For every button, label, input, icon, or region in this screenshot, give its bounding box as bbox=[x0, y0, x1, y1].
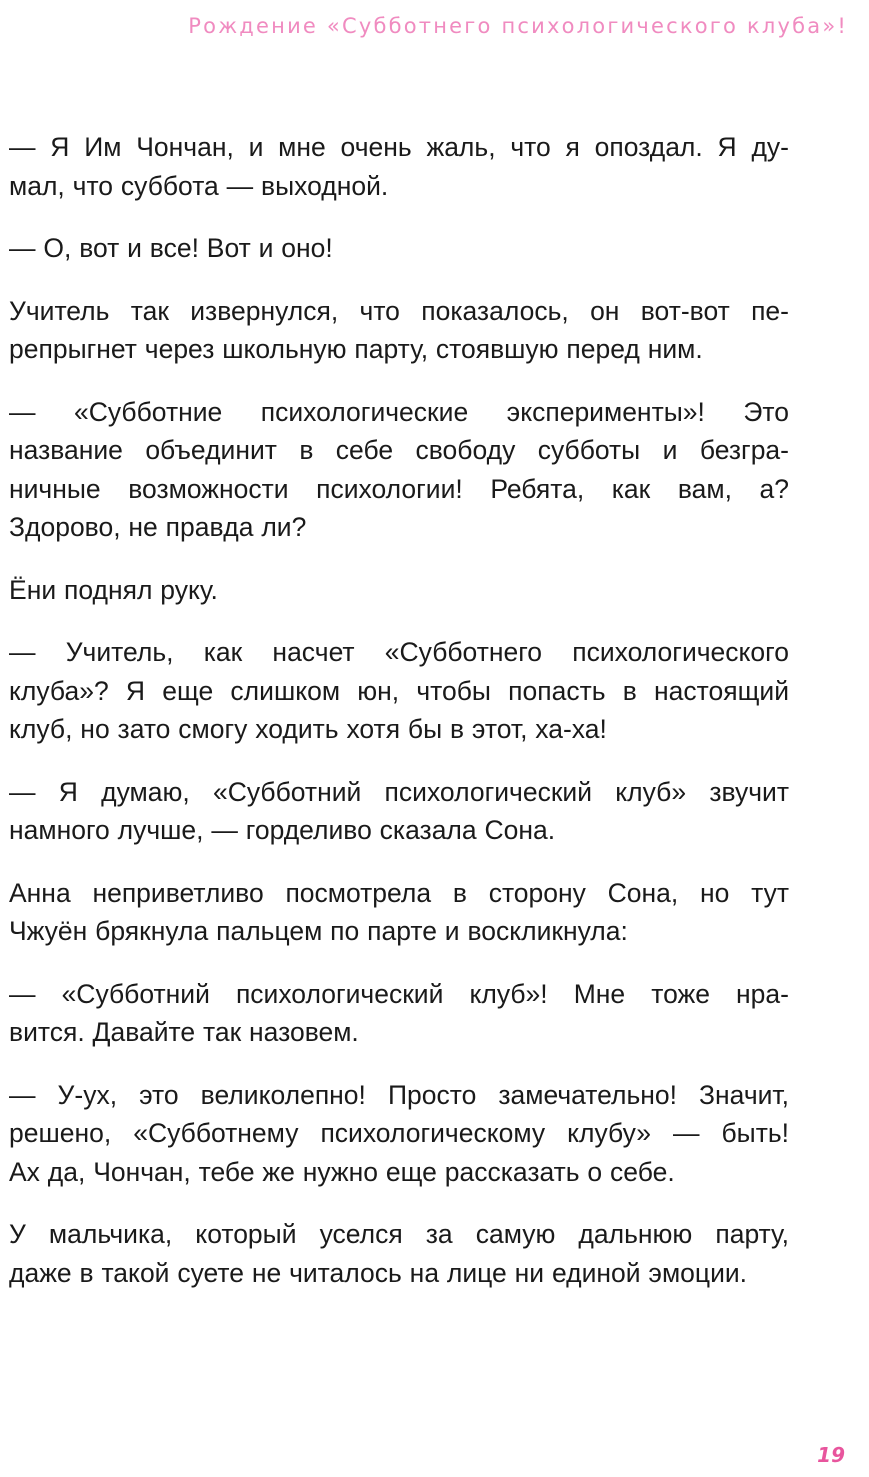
text-line: Учитель так извернулся, что показалось, он вот-вот пе- bbox=[9, 295, 789, 326]
text-line: клуб, но зато смогу ходить хотя бы в этот, ха-ха! bbox=[9, 714, 607, 744]
text-line: даже в такой суете не читалось на лице ни единой эмоции. bbox=[9, 1257, 748, 1288]
text-line: решено, «Субботнему психологическому клубу» — быть! bbox=[9, 1118, 789, 1148]
text-line: репрыгнет через школьную парту, стоявшую перед ним. bbox=[9, 334, 703, 364]
text-line: Здорово, не правда ли? bbox=[9, 512, 307, 542]
text-line: — У-ух, это великолепно! Просто замечательно! Значит, bbox=[9, 1079, 789, 1110]
text-line: Чжуён брякнула пальцем по парте и воскликнула: bbox=[9, 916, 628, 946]
text-line: — «Субботний психологический клуб»! Мне тоже нра- bbox=[9, 978, 789, 1009]
text-line: — Я Им Чончан, и мне очень жаль, что я опоздал. Я ду- bbox=[9, 132, 789, 162]
paragraph bbox=[9, 773, 789, 850]
text-line: — О, вот и все! Вот и оно! bbox=[9, 233, 333, 263]
paragraph bbox=[9, 229, 789, 268]
book-page-text bbox=[9, 128, 789, 1316]
paragraph bbox=[9, 874, 789, 951]
text-line: Ах да, Чончан, тебе же нужно еще рассказать о себе. bbox=[9, 1156, 675, 1187]
text-line: У мальчика, который уселся за самую дальнюю парту, bbox=[9, 1219, 789, 1249]
text-line: намного лучше, — горделиво сказала Сона. bbox=[9, 815, 556, 845]
text-line: вится. Давайте так назовем. bbox=[9, 1017, 359, 1047]
text-line: — Учитель, как насчет «Субботнего психологического bbox=[9, 637, 789, 667]
text-line: Ёни поднял руку. bbox=[9, 574, 218, 605]
text-line: — Я думаю, «Субботний психологический клуб» звучит bbox=[9, 776, 789, 807]
paragraph bbox=[9, 128, 789, 205]
paragraph bbox=[9, 393, 789, 547]
paragraph bbox=[9, 1215, 789, 1292]
text-line: — «Субботние психологические эксперименты»! Это bbox=[9, 396, 789, 427]
text-line: мал, что суббота — выходной. bbox=[9, 170, 389, 201]
text-line: название объединит в себе свободу субботы и безгра- bbox=[9, 435, 789, 465]
paragraph bbox=[9, 975, 789, 1052]
paragraph bbox=[9, 633, 789, 749]
running-header-title: Рождение «Субботнего психологического клуба»! bbox=[188, 14, 848, 38]
paragraph bbox=[9, 571, 789, 610]
paragraph bbox=[9, 292, 789, 369]
page-number: 19 bbox=[817, 1443, 845, 1467]
text-line: ничные возможности психологии! Ребята, как вам, а? bbox=[9, 473, 789, 504]
text-line: клуба»? Я еще слишком юн, чтобы попасть в настоящий bbox=[9, 675, 789, 706]
text-line: Анна неприветливо посмотрела в сторону Сона, но тут bbox=[9, 877, 789, 908]
paragraph bbox=[9, 1076, 789, 1192]
